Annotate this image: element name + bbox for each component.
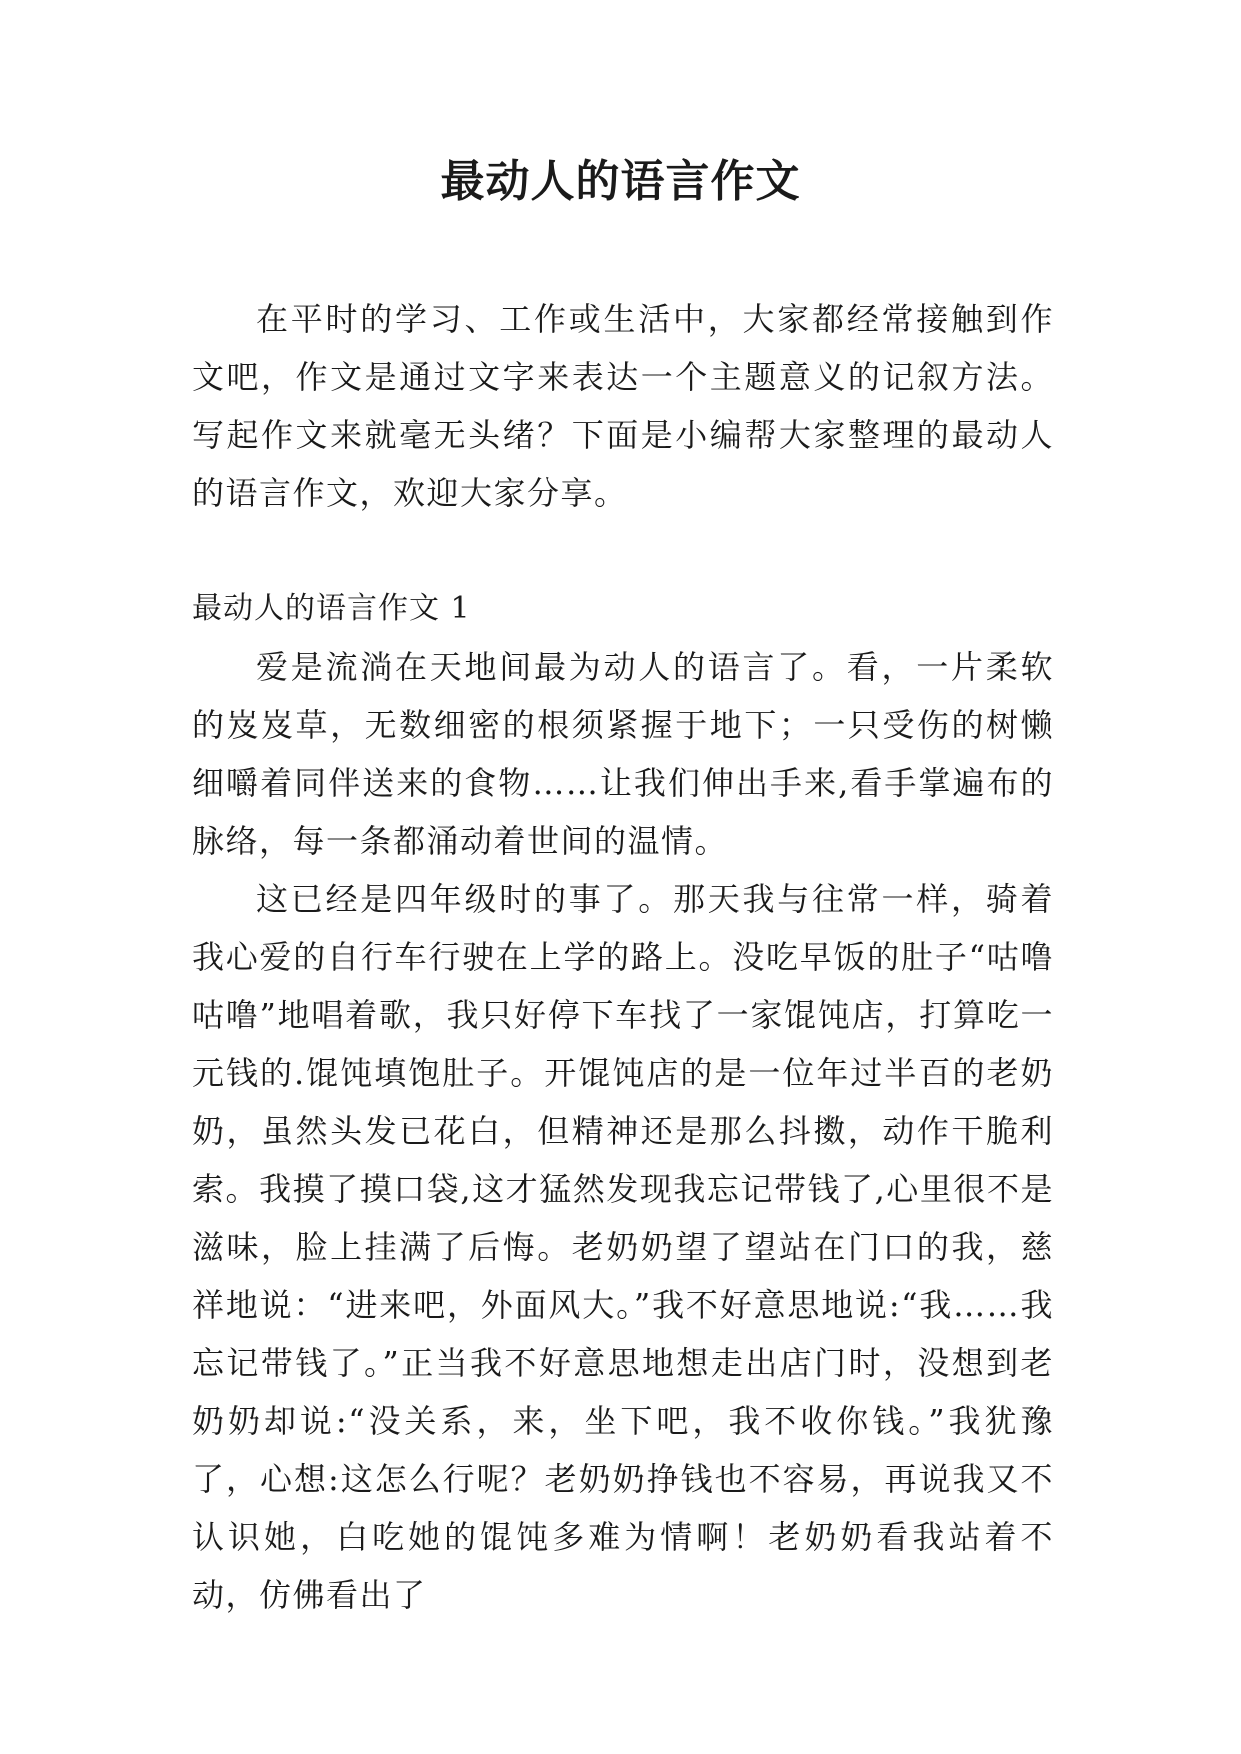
body-paragraph-1: 爱是流淌在天地间最为动人的语言了。看，一片柔软的岌岌草，无数细密的根须紧握于地下；一只受伤的树懒细嚼着同伴送来的食物……让我们伸出手来,看手掌遍布的脉络，每一条都涌动着世间的温情。: [192, 648, 1054, 860]
document-title: 最动人的语言作文: [440, 156, 801, 207]
intro-paragraph: 在平时的学习、工作或生活中，大家都经常接触到作文吧，作文是通过文字来表达一个主题意义的记叙方法。写起作文来就毫无头绪？下面是小编帮大家整理的最动人的语言作文，欢迎大家分享。: [192, 300, 1054, 512]
paragraph-gap: [192, 522, 1054, 580]
document-body: [192, 290, 1054, 1624]
section-heading: 最动人的语言作文 1: [192, 591, 471, 626]
body-paragraph-2: 这已经是四年级时的事了。那天我与往常一样，骑着我心爱的自行车行驶在上学的路上。没吃早饭的肚子“咕噜咕噜”地唱着歌，我只好停下车找了一家馄饨店，打算吃一元钱的.馄饨填饱肚子。开馄饨店的是一位年过半百的老奶奶，虽然头发已花白，但精神还是那么抖擞，动作干脆利索。我摸了摸口袋,这才猛然发现我忘记带钱了,心里很不是滋味，脸上挂满了后悔。老奶奶望了望站在门口的我，慈祥地说：“进来吧，外面风大。”我不好意思地说:“我……我忘记带钱了。”正当我不好意思地想走出店门时，没想到老奶奶却说:“没关系，来，坐下吧，我不收你钱。”我犹豫了，心想:这怎么行呢？老奶奶挣钱也不容易，再说我又不认识她，白吃她的馄饨多难为情啊！老奶奶看我站着不动，仿佛看出了: [192, 880, 1054, 1614]
